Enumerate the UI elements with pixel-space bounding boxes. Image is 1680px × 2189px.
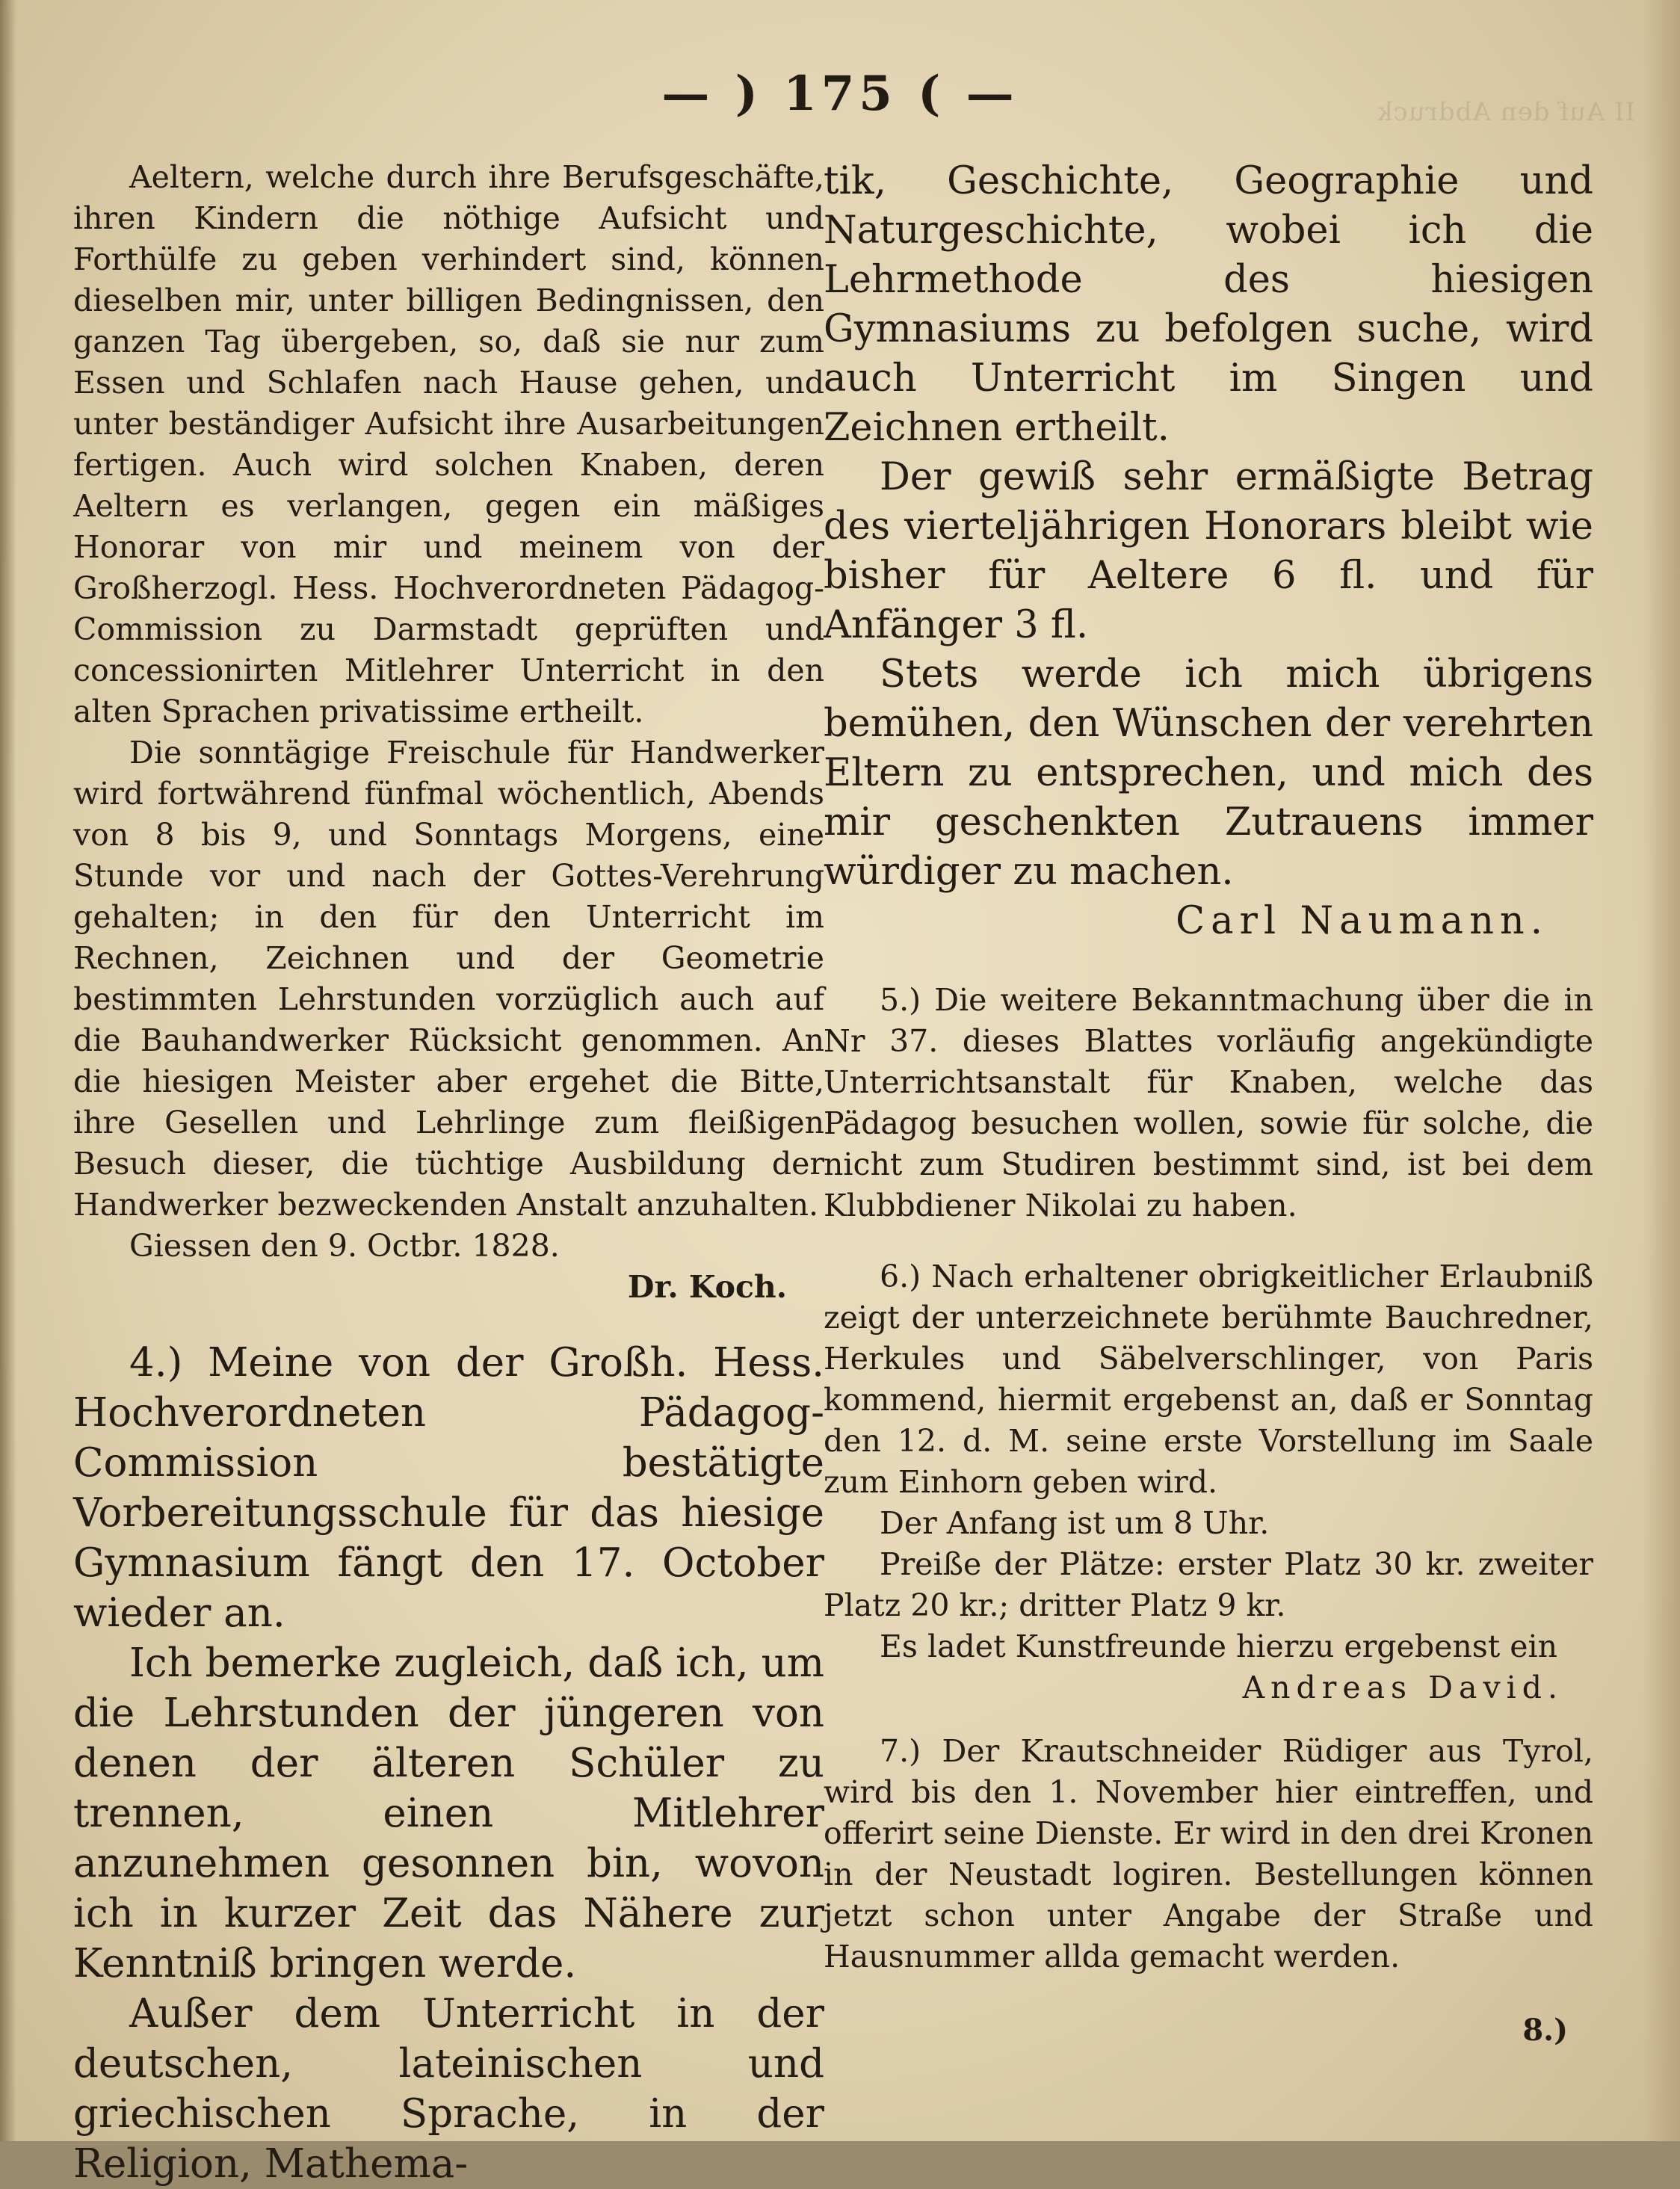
- page-edge-shadow: [1643, 0, 1680, 2141]
- right-column: [824, 157, 1593, 1977]
- paragraph: Stets werde ich mich übrigens bemühen, den Wünschen der verehrten Eltern zu entsprechen, und mich des mir geschenkten Zutrauens immer würdiger zu machen.: [824, 652, 1593, 894]
- notice-4-paragraph: Außer dem Unterricht in der deutschen, lateinischen und griechischen Sprache, in der Religion, Mathema-: [73, 1991, 824, 2187]
- signature: Andreas David.: [1242, 1670, 1563, 1705]
- dateline: Giessen den 9. Octbr. 1828.: [129, 1228, 560, 1264]
- notice-6-paragraph: Preiße der Plätze: erster Platz 30 kr. zweiter Platz 20 kr.; dritter Platz 9 kr.: [824, 1546, 1593, 1623]
- spacer: [824, 1708, 1593, 1731]
- left-column: [73, 157, 824, 2189]
- notice-4-paragraph: Ich bemerke zugleich, daß ich, um die Lehrstunden der jüngeren von denen der älteren Schüler zu trennen, einen Mitlehrer anzunehmen gesonnen bin, wovon ich in kurzer Zeit das Nähere zur Kenntniß bringen werde.: [73, 1640, 824, 1986]
- notice-6-paragraph: 6.) Nach erhaltener obrigkeitlicher Erlaubniß zeigt der unterzeichnete berühmte Bauchredner, Herkules und Säbelverschlinger, von Paris kommend, hiermit ergebenst an, daß er Sonntag den 12. d. M. seine erste Vorstellung im Saale zum Einhorn geben wird.: [824, 1259, 1593, 1500]
- spacer: [73, 1308, 824, 1338]
- paragraph: Der gewiß sehr ermäßigte Betrag des vierteljährigen Honorars bleibt wie bisher für Aeltere 6 fl. und für Anfänger 3 fl.: [824, 455, 1593, 647]
- spacer: [824, 946, 1593, 980]
- notice-5-paragraph: 5.) Die weitere Bekanntmachung über die in Nr 37. dieses Blattes vorläufig angekündigte Unterrichtsanstalt für Knaben, welche das Pädagog besuchen wollen, sowie für solche, die nicht zum Studiren bestimmt sind, ist bei dem Klubbdiener Nikolai zu haben.: [824, 982, 1593, 1223]
- bleed-through-text: II Auf den Abdruck: [1377, 97, 1635, 127]
- spacer: [824, 1226, 1593, 1256]
- signature: Dr. Koch.: [627, 1269, 787, 1305]
- paragraph: Die sonntägige Freischule für Handwerker wird fortwährend fünfmal wöchentlich, Abends von 8 bis 9, und Sonntags Morgens, eine Stunde vor und nach der Gottes-Verehrung gehalten; in den für den Unterricht im Rechnen, Zeichnen und der Geometrie bestimmten Lehrstunden vorzüglich auch auf die Bauhandwerker Rücksicht genommen. An die hiesigen Meister aber ergehet die Bitte, ihre Gesellen und Lehrlinge zum fleißigen Besuch dieser, die tüchtige Ausbildung der Handwerker bezweckenden Anstalt anzuhalten.: [73, 735, 824, 1223]
- paragraph: Aeltern, welche durch ihre Berufsgeschäfte, ihren Kindern die nöthige Aufsicht und Forthülfe zu geben verhindert sind, können dieselben mir, unter billigen Bedingnissen, den ganzen Tag übergeben, so, daß sie nur zum Essen und Schlafen nach Hause gehen, und unter beständiger Aufsicht ihre Ausarbeitungen fertigen. Auch wird solchen Knaben, deren Aeltern es verlangen, gegen ein mäßiges Honorar von mir und meinem von der Großherzogl. Hess. Hochverordneten Pädagog-Commission zu Darmstadt geprüften und concessionirten Mitlehrer Unterricht in den alten Sprachen privatissime ertheilt.: [73, 159, 824, 729]
- notice-6-paragraph: Es ladet Kunstfreunde hierzu ergebenst ein: [880, 1628, 1558, 1664]
- catchword: 8.): [1522, 2013, 1568, 2048]
- paragraph: tik, Geschichte, Geographie und Naturgeschichte, wobei ich die Lehrmethode des hiesigen Gymnasiums zu befolgen suche, wird auch Unterricht im Singen und Zeichnen ertheilt.: [824, 159, 1593, 450]
- signature: Carl Naumann.: [1176, 899, 1548, 943]
- notice-4-paragraph: 4.) Meine von der Großh. Hess. Hochverordneten Pädagog-Commission bestätigte Vorbereitungsschule für das hiesige Gymnasium fängt den 17. October wieder an.: [73, 1340, 824, 1636]
- notice-6-paragraph: Der Anfang ist um 8 Uhr.: [880, 1505, 1270, 1541]
- page-edge-shadow: [0, 0, 16, 2141]
- notice-7-paragraph: 7.) Der Krautschneider Rüdiger aus Tyrol, wird bis den 1. November hier eintreffen, und offerirt seine Dienste. Er wird in den drei Kronen in der Neustadt logiren. Bestellungen können jetzt schon unter Angabe der Straße und Hausnummer allda gemacht werden.: [824, 1733, 1593, 1975]
- page-number-header: — ) 175 ( —: [661, 66, 1019, 122]
